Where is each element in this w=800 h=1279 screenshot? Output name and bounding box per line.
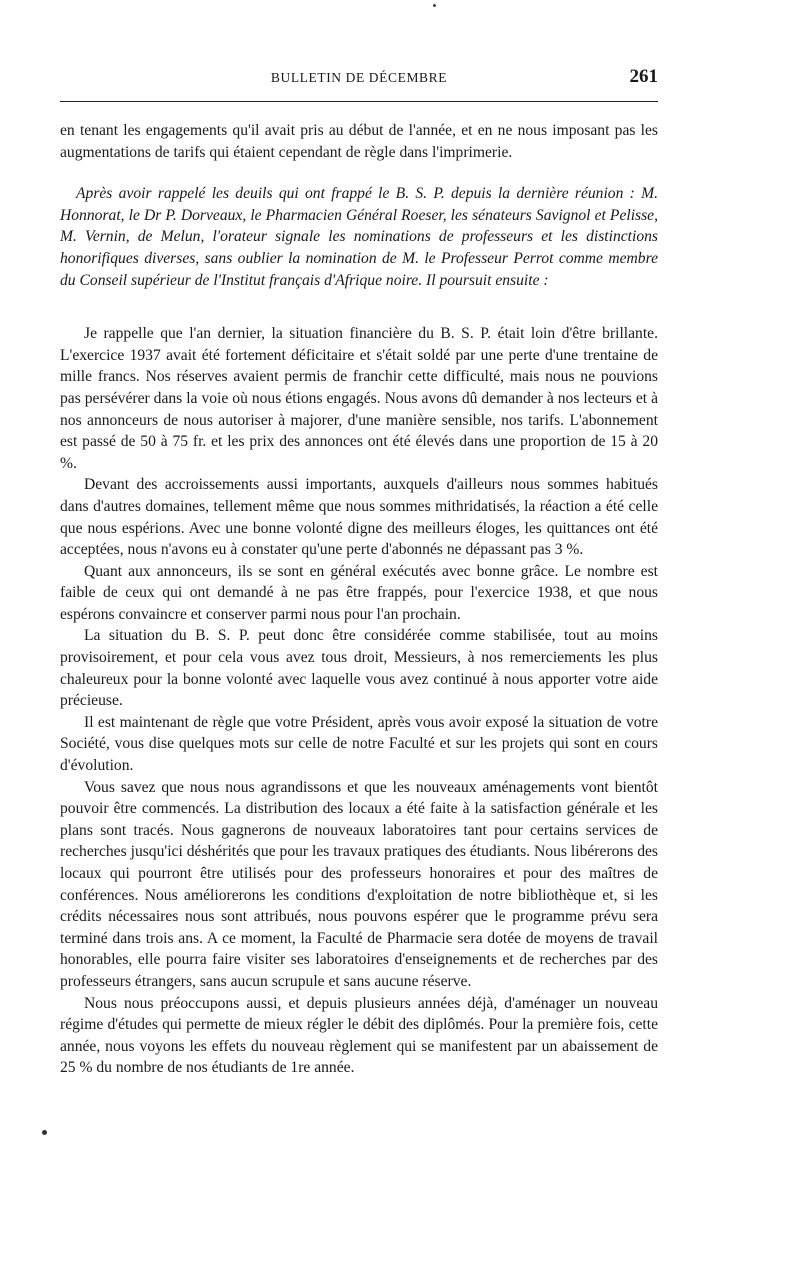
- paragraph-faculte: Il est maintenant de règle que votre Président, après vous avoir exposé la situation de votre Société, vous dise quelques mots sur celle de notre Faculté et sur les projets qui sont en cours d'évolution.: [60, 713, 658, 775]
- paragraph-annonceurs: Quant aux annonceurs, ils se sont en général exécutés avec bonne grâce. Le nombre est faible de ceux qui ont demandé à ne pas être frappés, pour l'exercice 1938, et que nous espérons convaincre et conserver parmi nous pour l'an prochain.: [60, 562, 658, 623]
- paragraph-accroissements: Devant des accroissements aussi importants, auxquels d'ailleurs nous sommes habitués dans d'autres domaines, tellement même que nous sommes mithridatisés, la réaction a été celle que nous espérions. Avec une bonne volonté digne des meilleurs éloges, les quittances ont été acceptées, nous n'avons eu à constater qu'une perte d'abonnés ne dépassant pas 3 %.: [60, 476, 658, 559]
- running-title: BULLETIN DE DÉCEMBRE: [270, 70, 448, 85]
- paragraph-regime-etudes: Nous nous préoccupons aussi, et depuis plusieurs années déjà, d'aménager un nouveau régime d'études qui permette de mieux régler le débit des diplômés. Pour la première fois, cette année, nous voyons les effets du nouveau règlement qui se manifestent par un abaissement de 25 % du nombre de nos étudiants de 1re année.: [60, 994, 658, 1077]
- body-text: [60, 120, 658, 1079]
- margin-dot: [42, 1130, 47, 1135]
- paragraph-finances: Je rappelle que l'an dernier, la situation financière du B. S. P. était loin d'être brillante. L'exercice 1937 avait été fortement déficitaire et s'était soldé par une perte d'une trentaine de mille francs. Nos réserves avaient permis de franchir cette difficulté, mais nous ne pouvions pas persévérer dans la voie où nous étions engagés. Nous avons dû demander à nos lecteurs et à nos annonceurs de nous autoriser à majorer, d'une manière sensible, nos tarifs. L'abonnement est passé de 50 à 75 fr. et les prix des annonces ont été élevés dans une proportion de 15 à 20 %.: [60, 325, 658, 472]
- paragraph-situation: La situation du B. S. P. peut donc être considérée comme stabilisée, tout au moins provisoirement, et pour cela vous avez tous droit, Messieurs, à nos remerciements les plus chaleureux pour la bonne volonté avec laquelle vous avez continué à nous apporter votre aide précieuse.: [60, 627, 658, 710]
- header-rule: [60, 101, 658, 102]
- spacer: [60, 163, 658, 183]
- paragraph-amenagements: Vous savez que nous nous agrandissons et que les nouveaux aménagements vont bientôt pouvoir être commencés. La distribution des locaux a été faite à la satisfaction générale et les plans sont tracés. Nous gagnerons de nouveaux laboratoires tant pour certains services de recherches jusqu'ici déshérités que pour les travaux pratiques des étudiants. Nous libérerons des locaux qui pourront être utilisés pour des professeurs honoraires et pour des maîtres de conférences. Nous améliorerons les conditions d'exploitation de notre bibliothèque et, si les crédits nécessaires nous sont attribués, nous pouvons espérer que le programme prévu sera terminé dans trois ans. A ce moment, la Faculté de Pharmacie sera dotée de moyens de travail honorables, elle pourra faire visiter ses laboratoires d'enseignements et de recherches par des professeurs étrangers, sans aucun scrupule et sans aucune réserve.: [60, 778, 658, 990]
- page-header: [60, 66, 658, 94]
- paragraph-continuation: en tenant les engagements qu'il avait pris au début de l'année, et en ne nous imposant pas les augmentations de tarifs qui étaient cependant de règle dans l'imprimerie.: [60, 122, 658, 161]
- print-speck: [433, 4, 436, 7]
- paragraph-summary: Après avoir rappelé les deuils qui ont frappé le B. S. P. depuis la dernière réunion : M. Honnorat, le Dr P. Dorveaux, le Pharmacien Général Roeser, les sénateurs Savignol et Pelisse, M. Vernin, de Melun, l'orateur signale les nominations de professeurs et les distinctions honorifiques diverses, sans oublier la nomination de M. le Professeur Perrot comme membre du Conseil supérieur de l'Institut français d'Afrique noire. Il poursuit ensuite :: [60, 185, 658, 289]
- spacer: [60, 291, 658, 323]
- page-number: 261: [629, 66, 658, 87]
